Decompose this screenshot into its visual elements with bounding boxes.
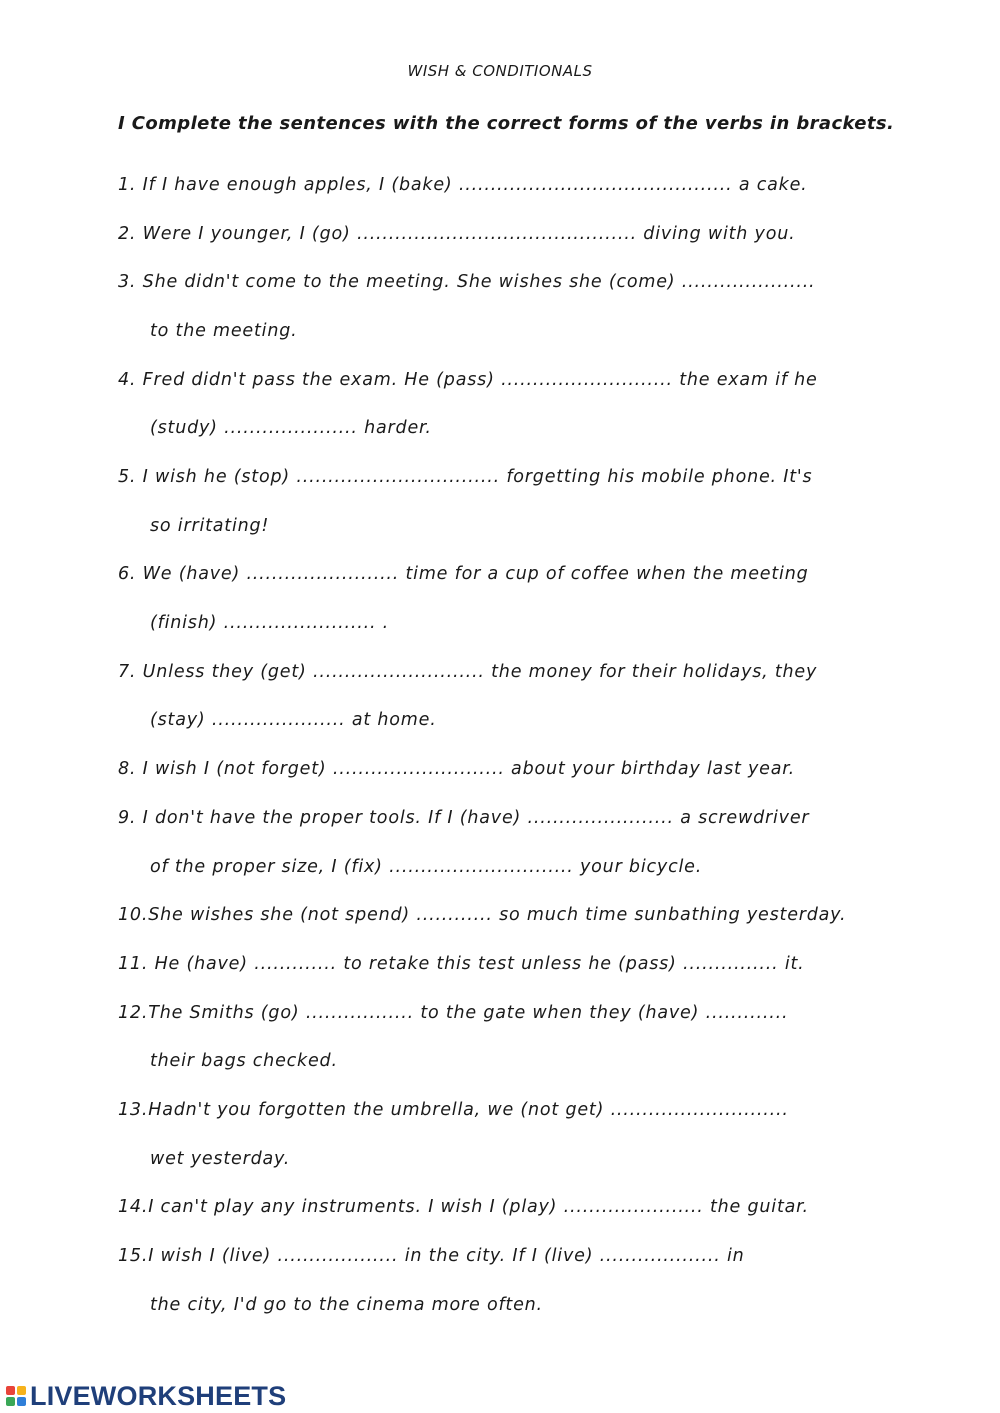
sentence-7: 7. Unless they (get) ........................... the money for their holidays, they [118,662,818,682]
sentence-3-continued: to the meeting. [150,321,298,341]
sentence-4: 4. Fred didn't pass the exam. He (pass) ........................... the exam if he [118,370,818,390]
sentence-14: 14.I can't play any instruments. I wish I (play) ...................... the guitar. [118,1197,809,1217]
sentence-5-continued: so irritating! [150,516,270,536]
exercise-instruction: I Complete the sentences with the correct forms of the verbs in brackets. [118,113,895,134]
sentence-7-continued: (stay) ..................... at home. [150,710,437,730]
logo-block [6,1386,15,1395]
sentence-9-continued: of the proper size, I (fix) ............................. your bicycle. [150,857,703,877]
sentence-13: 13.Hadn't you forgotten the umbrella, we (not get) ............................ [118,1100,789,1120]
sentence-6-continued: (finish) ........................ . [150,613,390,633]
sentence-12-continued: their bags checked. [150,1051,338,1071]
sentence-3: 3. She didn't come to the meeting. She wishes she (come) ..................... [118,272,816,292]
logo-block [6,1397,15,1406]
sentence-6: 6. We (have) ........................ time for a cup of coffee when the meeting [118,564,809,584]
sentence-1: 1. If I have enough apples, I (bake) ........................................... a cake. [118,175,808,195]
logo-text: LIVEWORKSHEETS [30,1380,287,1411]
sentence-8: 8. I wish I (not forget) ........................... about your birthday last year. [118,759,796,779]
sentence-4-continued: (study) ..................... harder. [150,418,432,438]
sentence-15: 15.I wish I (live) ................... in the city. If I (live) ................... in [118,1246,745,1266]
sentence-11: 11. He (have) ............. to retake this test unless he (pass) ............... it. [118,954,805,974]
logo-block [17,1397,26,1406]
liveworksheets-logo [6,1381,286,1411]
logo-block [17,1386,26,1395]
sentence-10: 10.She wishes she (not spend) ............ so much time sunbathing yesterday. [118,905,847,925]
sentence-9: 9. I don't have the proper tools. If I (have) ....................... a screwdriver [118,808,810,828]
sentence-5: 5. I wish he (stop) ................................ forgetting his mobile phone. It's [118,467,813,487]
sentence-15-continued: the city, I'd go to the cinema more often. [150,1295,543,1315]
sentence-12: 12.The Smiths (go) ................. to the gate when they (have) ............. [118,1003,789,1023]
sentence-2: 2. Were I younger, I (go) ............................................ diving with you. [118,224,796,244]
worksheet-title: WISH & CONDITIONALS [407,62,593,80]
sentence-13-continued: wet yesterday. [150,1149,291,1169]
logo-blocks-icon [6,1386,26,1406]
